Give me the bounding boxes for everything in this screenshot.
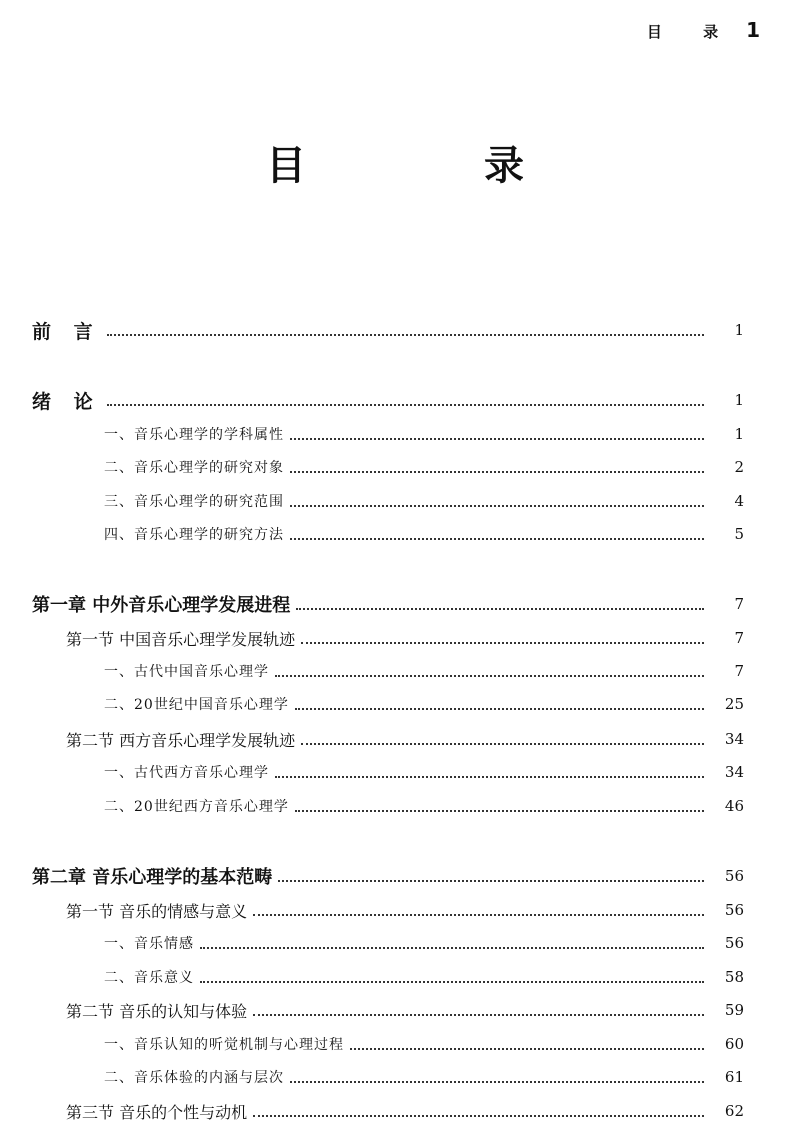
toc-entry <box>0 316 790 344</box>
toc-entry-page: 5 <box>734 525 744 543</box>
toc-entry <box>0 487 790 515</box>
toc-entry-page: 56 <box>724 901 744 919</box>
toc-entry-page: 60 <box>724 1035 744 1053</box>
toc-entry-page: 61 <box>724 1068 744 1086</box>
running-header <box>647 18 760 42</box>
toc-entry <box>0 453 790 481</box>
toc-entry-label: 二、音乐体验的内涵与层次 <box>104 1070 284 1086</box>
dot-leader <box>275 675 704 677</box>
toc-entry-label: 第二节 西方音乐心理学发展轨迹 <box>66 730 296 750</box>
toc-entry-label: 第一节 音乐的情感与意义 <box>66 901 248 921</box>
dot-leader <box>253 1115 704 1117</box>
toc-entry-label: 二、音乐心理学的研究对象 <box>104 460 284 476</box>
toc-entry-page: 34 <box>724 730 744 748</box>
dot-leader <box>107 334 704 336</box>
toc-entry-page: 7 <box>734 662 744 680</box>
toc-entry-label: 一、古代中国音乐心理学 <box>104 664 269 680</box>
toc-entry <box>0 657 790 685</box>
toc-entry <box>0 624 790 652</box>
toc-entry-page: 34 <box>724 763 744 781</box>
toc-entry-label: 第三节 音乐的个性与动机 <box>66 1102 248 1122</box>
toc-entry-page: 7 <box>734 595 744 613</box>
toc-entry-label: 前 言 <box>32 320 101 343</box>
toc-entry <box>0 862 790 890</box>
toc-entry-label: 一、音乐心理学的学科属性 <box>104 427 284 443</box>
toc-entry-label: 第一节 中国音乐心理学发展轨迹 <box>66 629 296 649</box>
dot-leader <box>253 914 704 916</box>
page-title: 目 录 <box>266 143 606 189</box>
running-header-page-number: 1 <box>746 18 760 42</box>
toc-entry-label: 二、20世纪中国音乐心理学 <box>104 697 289 713</box>
toc-entry-page: 56 <box>724 934 744 952</box>
toc-entry <box>0 725 790 753</box>
toc-entry-page: 2 <box>734 458 744 476</box>
dot-leader <box>290 471 704 473</box>
toc-entry <box>0 590 790 618</box>
dot-leader <box>290 1081 704 1083</box>
toc-entry-label: 第一章 中外音乐心理学发展进程 <box>32 595 291 616</box>
toc-entry-page: 1 <box>734 425 744 443</box>
dot-leader <box>295 708 704 710</box>
toc-entry <box>0 792 790 820</box>
dot-leader <box>200 981 704 983</box>
dot-leader <box>350 1048 704 1050</box>
toc-entry-page: 59 <box>724 1001 744 1019</box>
toc-entry-label: 二、音乐意义 <box>104 970 194 986</box>
toc-entry <box>0 929 790 957</box>
toc-entry-page: 7 <box>734 629 744 647</box>
dot-leader <box>278 880 704 882</box>
toc-entry <box>0 758 790 786</box>
toc-entry-label: 一、音乐认知的听觉机制与心理过程 <box>104 1037 344 1053</box>
toc-entry <box>0 386 790 414</box>
toc-entry-label: 绪 论 <box>32 390 101 413</box>
toc-entry-label: 三、音乐心理学的研究范围 <box>104 494 284 510</box>
dot-leader <box>301 642 704 644</box>
dot-leader <box>296 608 704 610</box>
toc-entry-page: 25 <box>724 695 744 713</box>
dot-leader <box>295 810 704 812</box>
toc-entry-page: 46 <box>724 797 744 815</box>
toc-entry-page: 1 <box>734 321 744 339</box>
toc-entry <box>0 963 790 991</box>
dot-leader <box>301 743 704 745</box>
toc-entry <box>0 420 790 448</box>
toc-entry <box>0 1097 790 1125</box>
toc-entry <box>0 1030 790 1058</box>
toc-entry-page: 4 <box>734 492 744 510</box>
toc-entry-page: 62 <box>724 1102 744 1120</box>
toc-entry-label: 第二章 音乐心理学的基本范畴 <box>32 867 273 888</box>
toc-entry-page: 56 <box>724 867 744 885</box>
dot-leader <box>200 947 704 949</box>
toc-entry-label: 四、音乐心理学的研究方法 <box>104 527 284 543</box>
dot-leader <box>275 776 704 778</box>
dot-leader <box>107 404 704 406</box>
dot-leader <box>290 438 704 440</box>
toc-entry <box>0 896 790 924</box>
toc-entry <box>0 690 790 718</box>
toc-entry-label: 一、音乐情感 <box>104 936 194 952</box>
running-header-title: 目 录 <box>646 23 737 41</box>
toc-entry-label: 一、古代西方音乐心理学 <box>104 765 269 781</box>
toc-entry <box>0 996 790 1024</box>
toc-entry-label: 第二节 音乐的认知与体验 <box>66 1001 248 1021</box>
toc-entry-page: 58 <box>724 968 744 986</box>
toc-entry-label: 二、20世纪西方音乐心理学 <box>104 799 289 815</box>
toc-entry <box>0 1063 790 1091</box>
dot-leader <box>253 1014 704 1016</box>
dot-leader <box>290 538 704 540</box>
toc-entry <box>0 520 790 548</box>
toc-entry-page: 1 <box>734 391 744 409</box>
dot-leader <box>290 505 704 507</box>
